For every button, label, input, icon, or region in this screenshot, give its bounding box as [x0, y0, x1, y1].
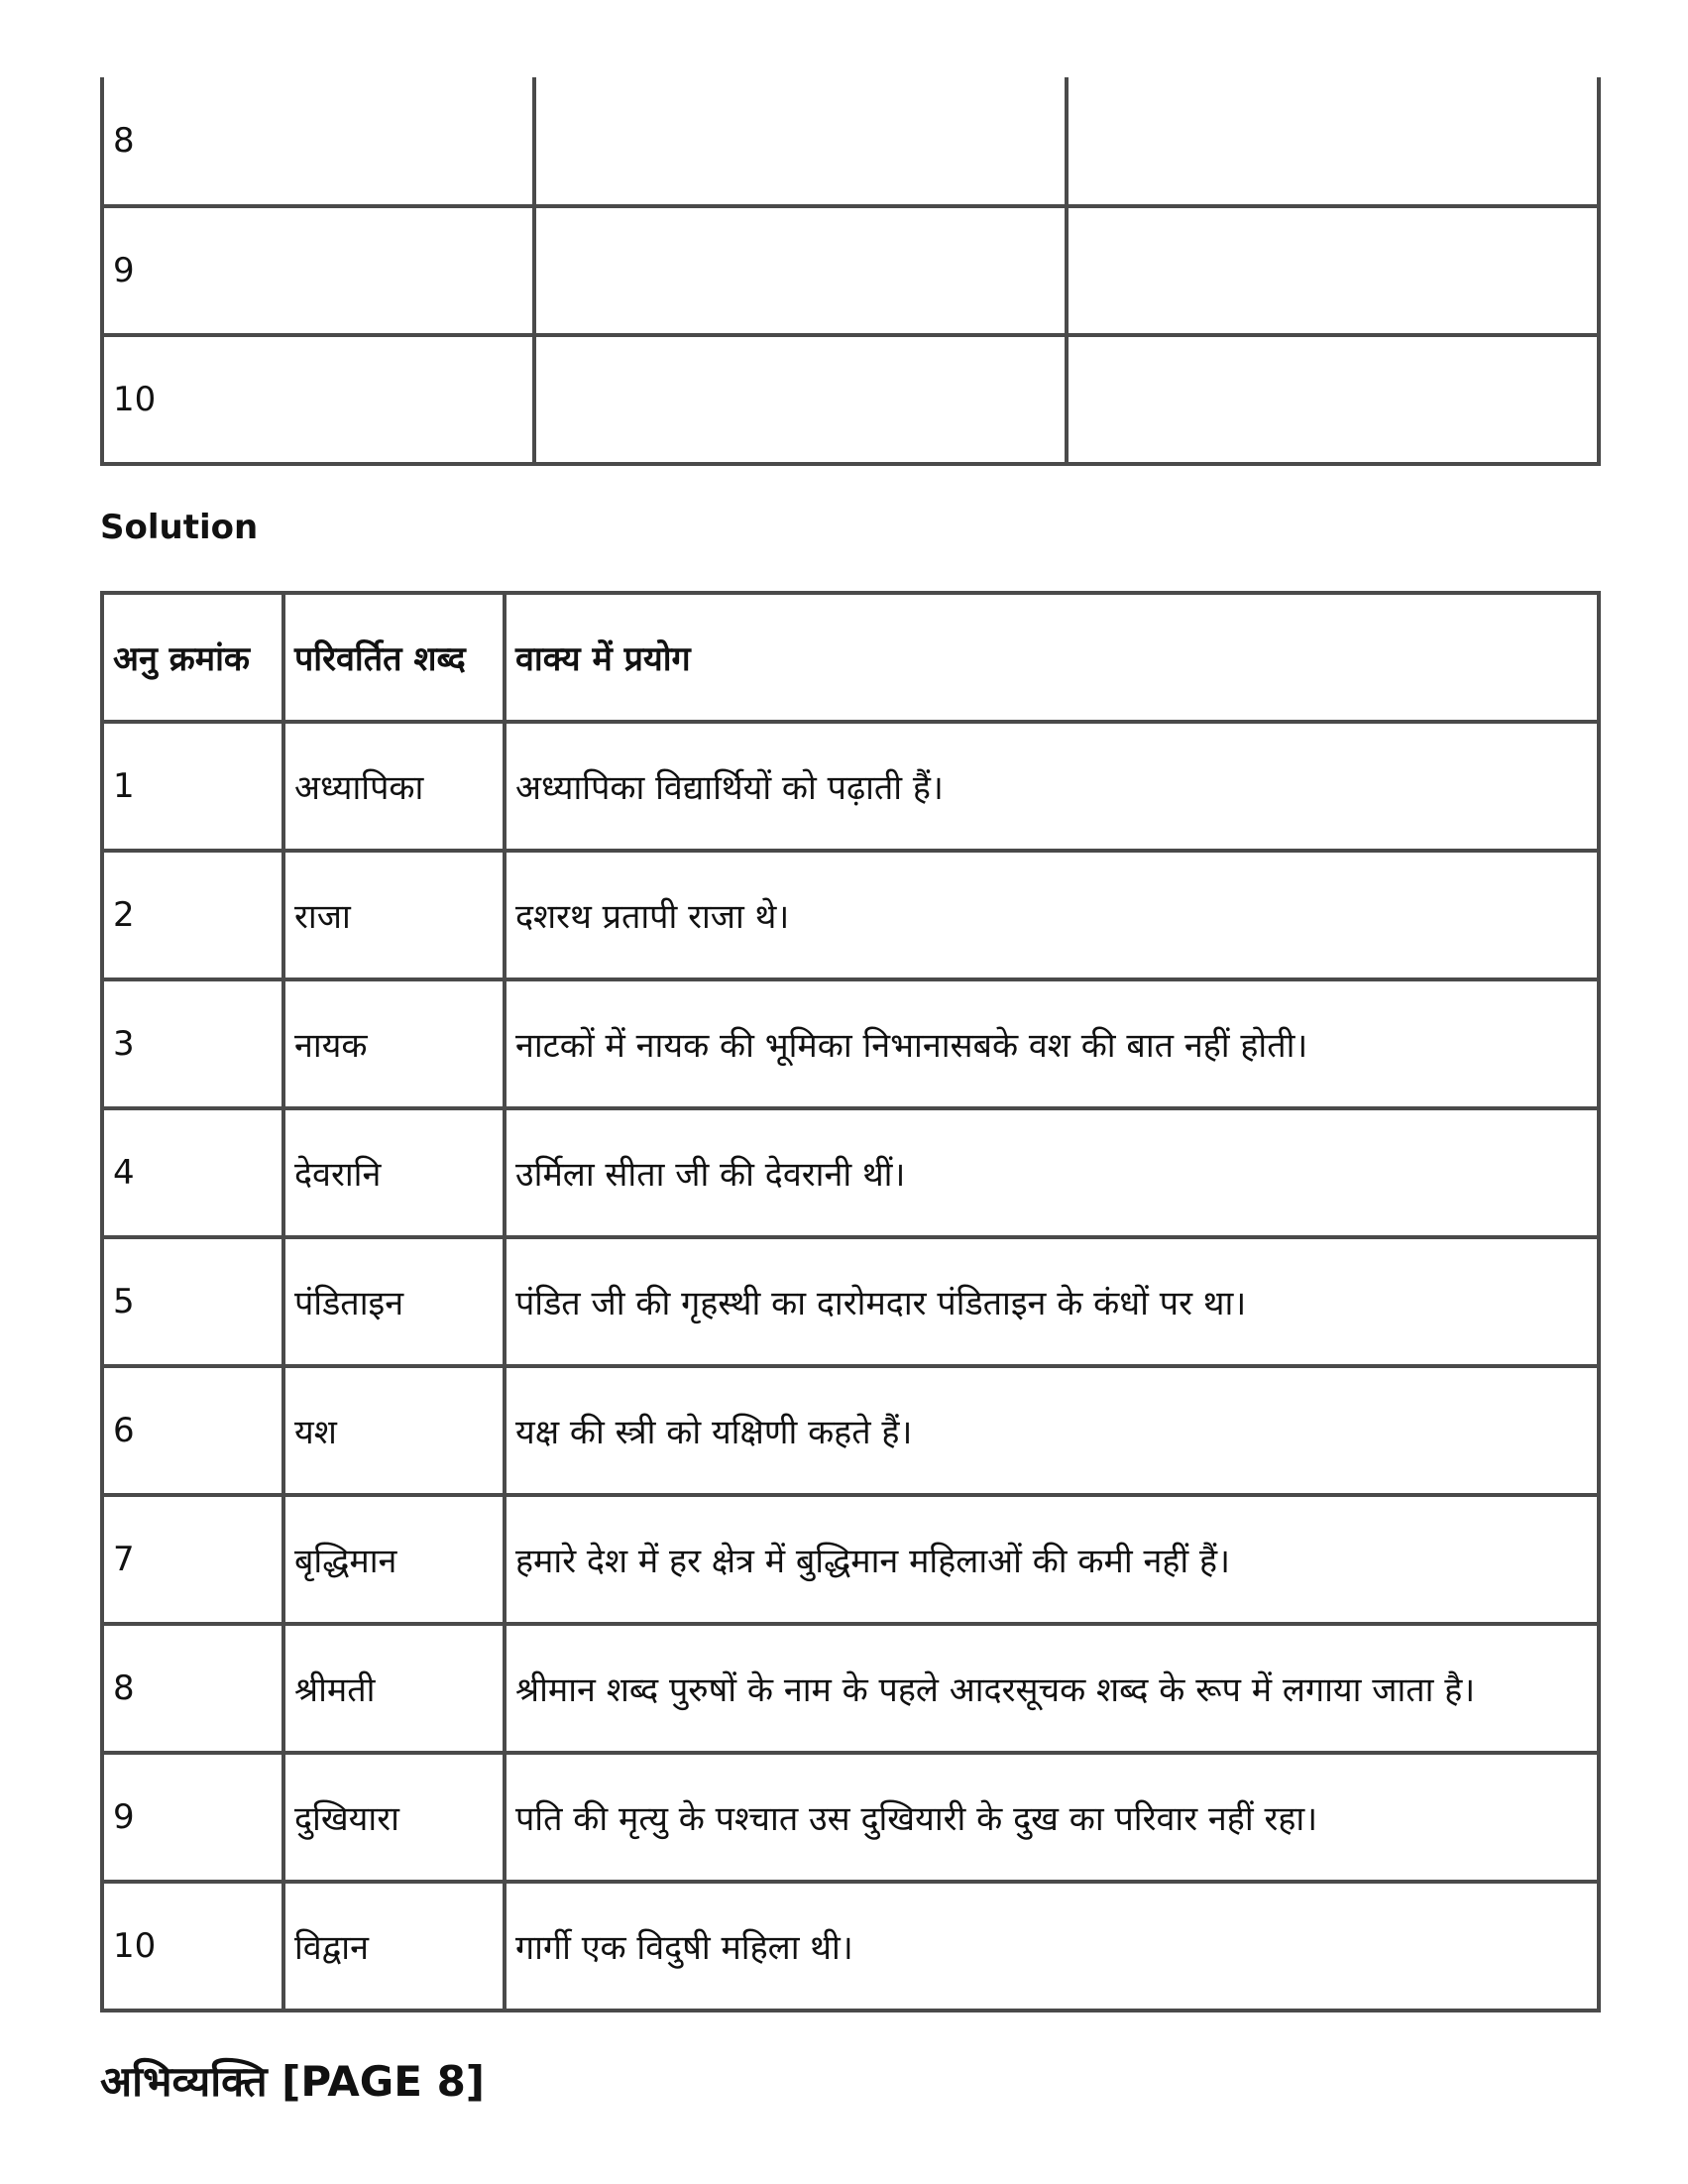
serial-cell: 8	[102, 1624, 283, 1753]
serial-cell: 8	[102, 77, 534, 206]
table-row	[102, 1108, 1599, 1237]
sentence-cell: गार्गी एक विदुषी महिला थी।	[505, 1882, 1599, 2011]
header-serial: अनु क्रमांक	[102, 593, 283, 722]
serial-cell: 1	[102, 722, 283, 851]
sentence-cell: पति की मृत्यु के पश्चात उस दुखियारी के दुख का परिवार नहीं रहा।	[505, 1753, 1599, 1882]
serial-cell: 10	[102, 335, 534, 464]
serial-cell: 3	[102, 979, 283, 1108]
word-cell	[534, 335, 1067, 464]
sentence-cell	[1067, 206, 1599, 335]
serial-cell: 6	[102, 1366, 283, 1495]
serial-cell: 10	[102, 1882, 283, 2011]
word-cell: बृद्धिमान	[283, 1495, 505, 1624]
table-row	[102, 335, 1599, 464]
sentence-cell: उर्मिला सीता जी की देवरानी थीं।	[505, 1108, 1599, 1237]
word-cell: राजा	[283, 851, 505, 979]
table-header-row	[102, 593, 1599, 722]
sentence-cell: अध्यापिका विद्यार्थियों को पढ़ाती हैं।	[505, 722, 1599, 851]
serial-cell: 7	[102, 1495, 283, 1624]
sentence-cell: श्रीमान शब्द पुरुषों के नाम के पहले आदरसूचक शब्द के रूप में लगाया जाता है।	[505, 1624, 1599, 1753]
sentence-cell: पंडित जी की गृहस्थी का दारोमदार पंडिताइन के कंधों पर था।	[505, 1237, 1599, 1366]
word-cell: देवरानि	[283, 1108, 505, 1237]
word-cell	[534, 206, 1067, 335]
table-row	[102, 722, 1599, 851]
table-row	[102, 1237, 1599, 1366]
header-changed-word: परिवर्तित शब्द	[283, 593, 505, 722]
sentence-cell: हमारे देश में हर क्षेत्र में बुद्धिमान महिलाओं की कमी नहीं हैं।	[505, 1495, 1599, 1624]
solution-table	[100, 591, 1601, 2012]
serial-cell: 4	[102, 1108, 283, 1237]
table-row	[102, 1366, 1599, 1495]
solution-heading: Solution	[100, 508, 259, 547]
table-row	[102, 979, 1599, 1108]
table-row	[102, 1495, 1599, 1624]
word-cell: यश	[283, 1366, 505, 1495]
table-row	[102, 206, 1599, 335]
sentence-cell	[1067, 77, 1599, 206]
word-cell: पंडिताइन	[283, 1237, 505, 1366]
word-cell: दुखियारा	[283, 1753, 505, 1882]
table-row	[102, 1624, 1599, 1753]
serial-cell: 2	[102, 851, 283, 979]
table-row	[102, 1753, 1599, 1882]
serial-cell: 9	[102, 206, 534, 335]
page-heading: अभिव्यक्ति [PAGE 8]	[100, 2057, 486, 2106]
word-cell: नायक	[283, 979, 505, 1108]
word-cell: विद्वान	[283, 1882, 505, 2011]
exercise-table	[100, 77, 1601, 466]
word-cell	[534, 77, 1067, 206]
sentence-cell: दशरथ प्रतापी राजा थे।	[505, 851, 1599, 979]
word-cell: श्रीमती	[283, 1624, 505, 1753]
sentence-cell: नाटकों में नायक की भूमिका निभानासबके वश की बात नहीं होती।	[505, 979, 1599, 1108]
word-cell: अध्यापिका	[283, 722, 505, 851]
table-row	[102, 851, 1599, 979]
header-sentence-usage: वाक्य में प्रयोग	[505, 593, 1599, 722]
table-row	[102, 77, 1599, 206]
table-row	[102, 1882, 1599, 2011]
sentence-cell	[1067, 335, 1599, 464]
sentence-cell: यक्ष की स्त्री को यक्षिणी कहते हैं।	[505, 1366, 1599, 1495]
serial-cell: 9	[102, 1753, 283, 1882]
serial-cell: 5	[102, 1237, 283, 1366]
